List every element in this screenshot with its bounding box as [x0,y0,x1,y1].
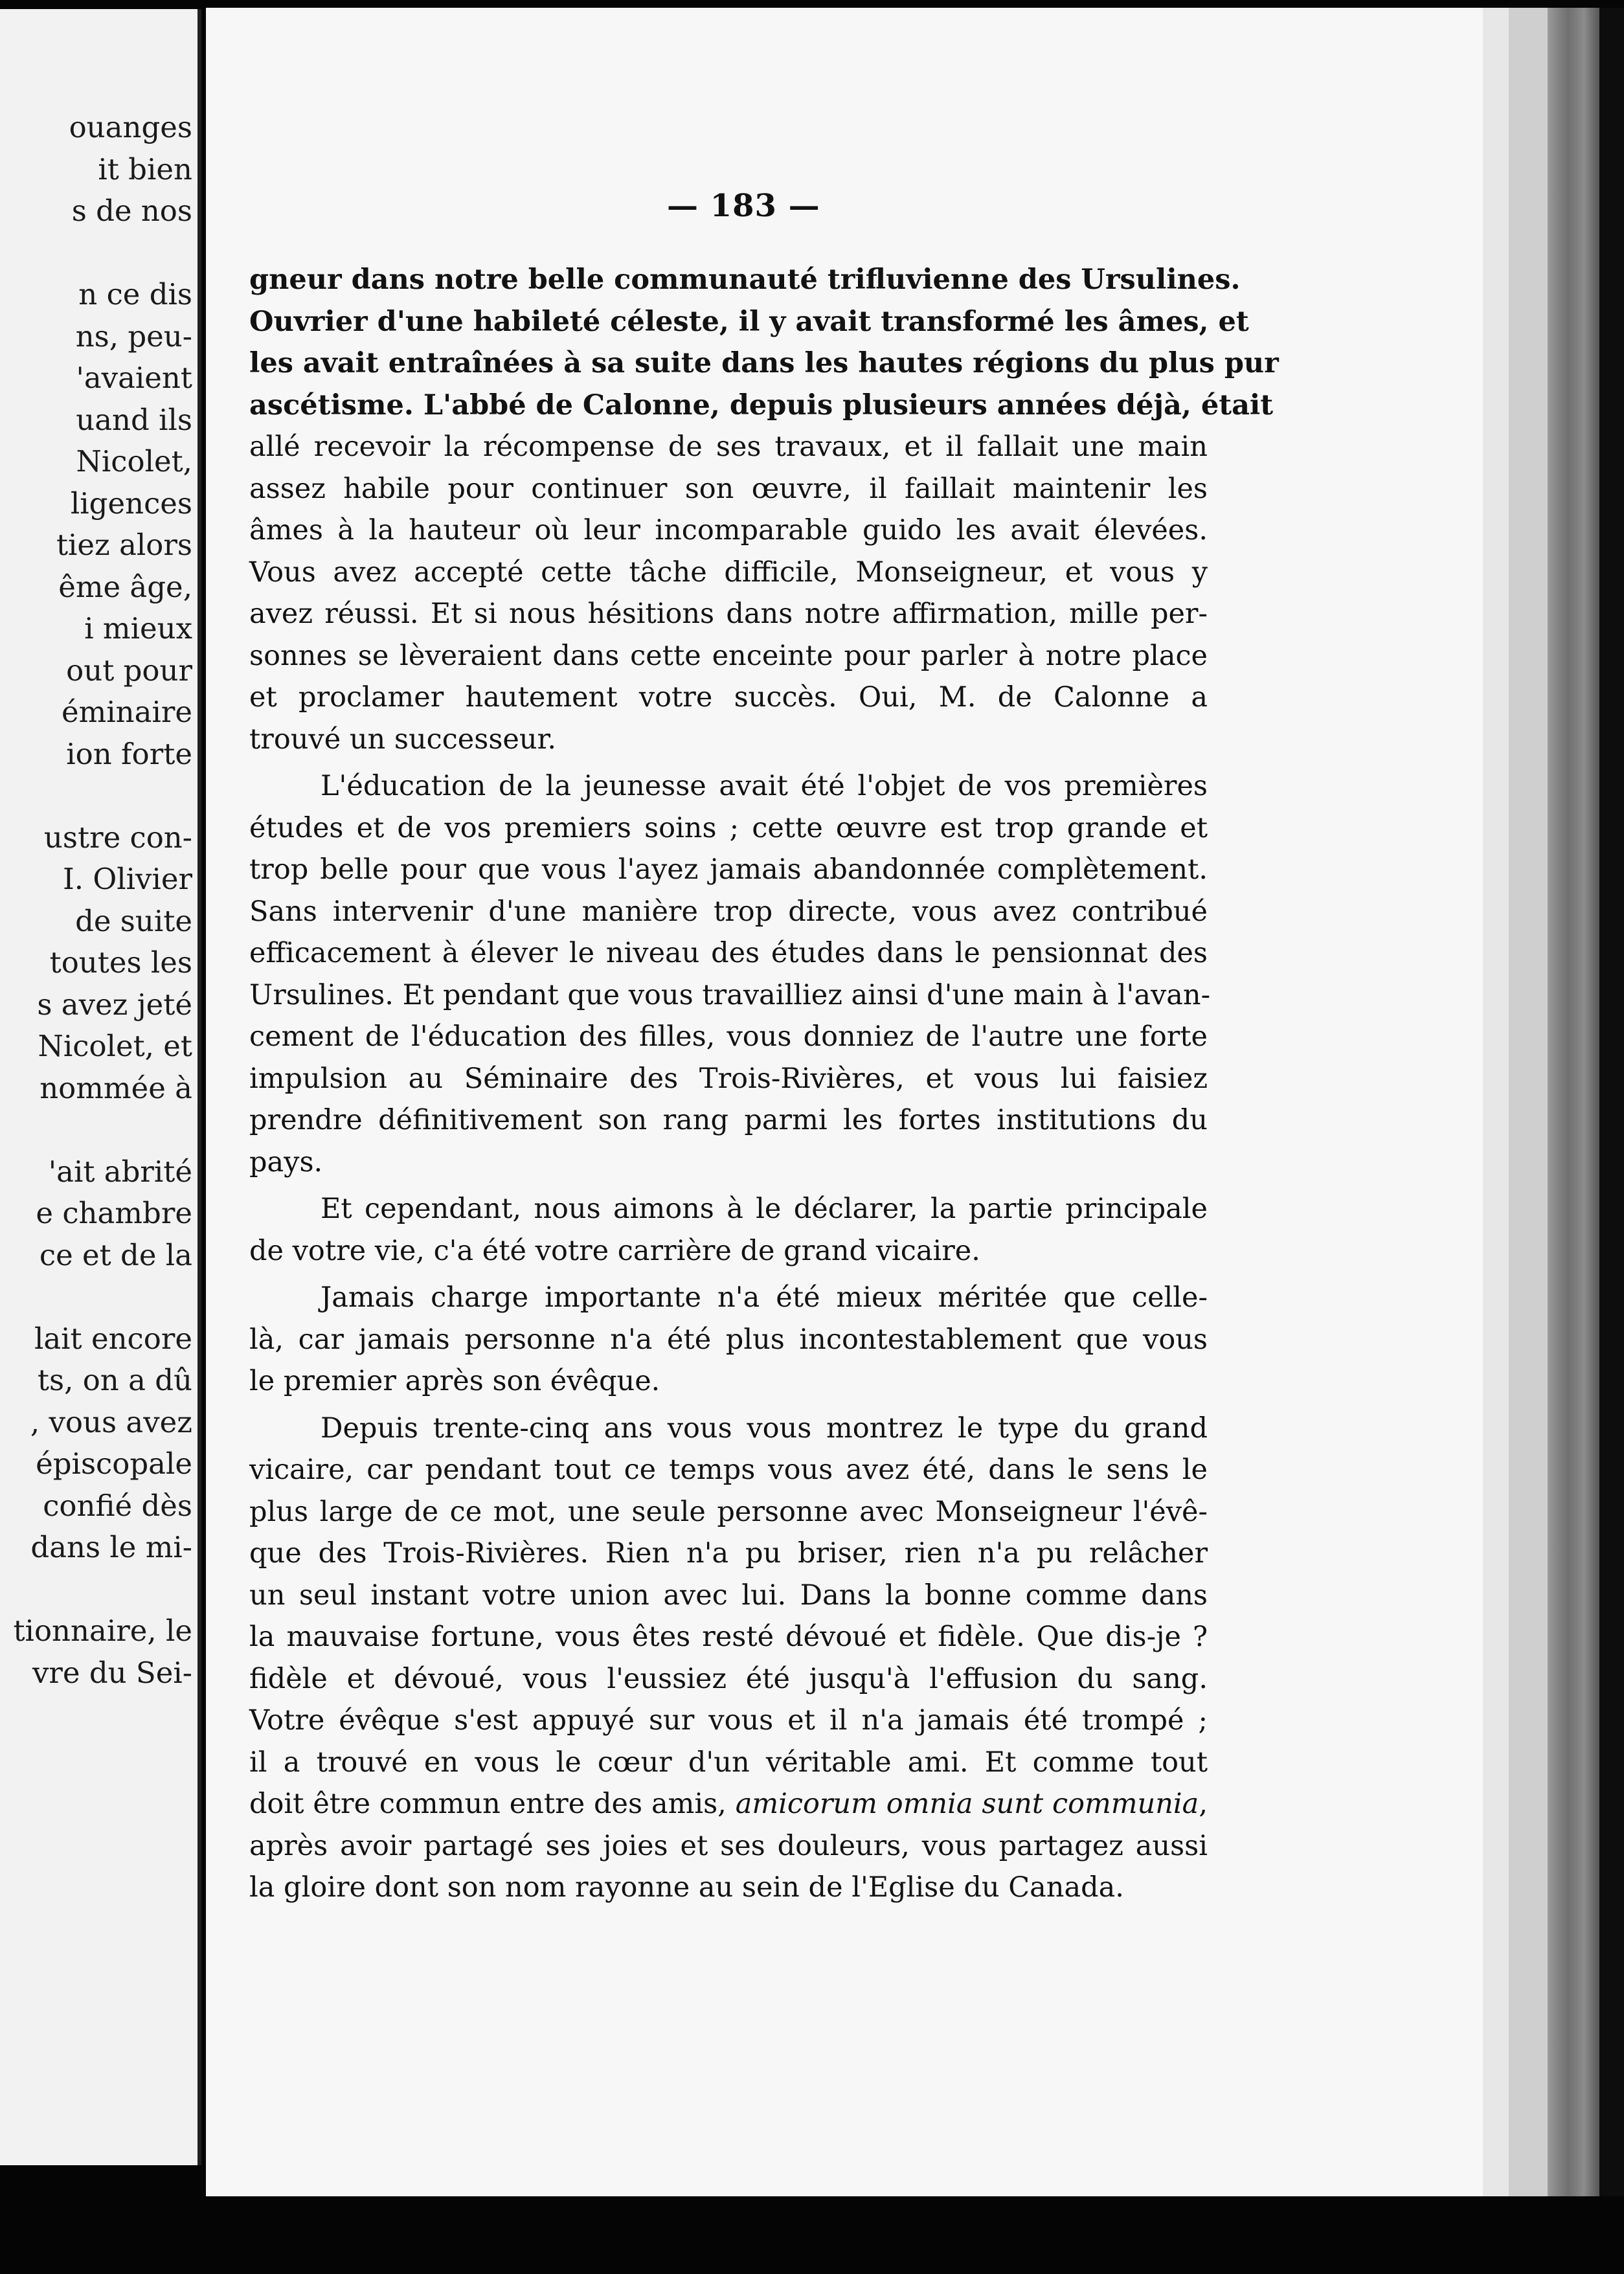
page-edge-shade [1483,8,1509,2196]
text-line: la gloire dont son nom rayonne au sein de l'Eglise du Canada. [249,1871,1124,1904]
text-line: trop belle pour que vous l'ayez jamais abandonnée complètement. [249,853,1208,886]
text-line: la mauvaise fortune, vous êtes resté dévoué et fidèle. Que dis-je ? [249,1621,1208,1653]
paragraph-gap [249,760,1208,765]
left-page-line: tiez alors [56,528,192,562]
text-line: impulsion au Séminaire des Trois-Rivières, et vous lui faisiez [249,1062,1208,1095]
text-line: Jamais charge importante n'a été mieux méritée que celle- [321,1281,1208,1314]
left-page-line: lait encore [34,1321,192,1356]
body-text [249,259,1279,1914]
left-page-line: e chambre [36,1196,192,1230]
left-page-line: 'avaient [76,361,192,395]
left-page-line: s avez jeté [37,987,192,1022]
text-line: que des Trois-Rivières. Rien n'a pu briser, rien n'a pu relâcher [249,1537,1208,1570]
paragraph [249,765,1211,1183]
text-line: Vous avez accepté cette tâche difficile, Monseigneur, et vous y [249,556,1208,589]
text-line: prendre définitivement son rang parmi les fortes institutions du [249,1104,1208,1136]
text-line: là, car jamais personne n'a été plus incontestablement que vous [249,1323,1208,1356]
text-line: pays. [249,1145,323,1178]
scan-border [1599,8,1624,2196]
left-page-line: I. Olivier [62,862,192,896]
left-page-line: Nicolet, et [38,1029,192,1063]
left-page-line: épiscopale [36,1447,192,1481]
text-line: le premier après son évêque. [249,1365,660,1397]
latin-phrase: amicorum omnia sunt communia [735,1788,1199,1820]
left-page-line: Nicolet, [76,444,192,478]
text-line: Ursulines. Et pendant que vous travailliez ainsi d'une main à l'avan- [249,978,1211,1011]
text-line: âmes à la hauteur où leur incomparable guido les avait élevées. [249,514,1208,546]
left-page-line: tionnaire, le [13,1614,192,1648]
paragraph-gap [249,1272,1208,1277]
left-page-line: ion forte [66,736,192,771]
text-line: et proclamer hautement votre succès. Oui, M. de Calonne a [249,681,1208,714]
page-edge-shade [1509,8,1548,2196]
paragraph-gap [249,1183,1208,1188]
text-line: il a trouvé en vous le cœur d'un véritable ami. Et comme tout [249,1746,1208,1779]
text-line: fidèle et dévoué, vous l'eussiez été jusqu'à l'effusion du sang. [249,1662,1208,1695]
text-line: Et cependant, nous aimons à le déclarer, la partie principale [321,1193,1208,1225]
text-line: de votre vie, c'a été votre carrière de grand vicaire. [249,1234,980,1267]
text-line: un seul instant votre union avec lui. Dans la bonne comme dans [249,1579,1208,1612]
paragraph [249,1188,1208,1272]
left-page-line: ême âge, [58,569,192,604]
text-line: allé recevoir la récompense de ses travaux, et il fallait une main [249,431,1208,463]
text-line: Votre évêque s'est appuyé sur vous et il n'a jamais été trompé ; [249,1704,1208,1737]
page-stack-edge [1548,8,1599,2196]
text-line: ascétisme. L'abbé de Calonne, depuis plusieurs années déjà, était [249,388,1274,422]
text-line: trouvé un successeur. [249,723,557,756]
left-page-line: it bien [98,152,192,186]
left-page-line: ligences [70,486,192,521]
left-page-line: dans le mi- [30,1530,192,1564]
left-page-line: out pour [66,653,192,688]
text-line: cement de l'éducation des filles, vous donniez de l'autre une forte [249,1020,1208,1053]
text-line: après avoir partagé ses joies et ses douleurs, vous partagez aussi [249,1829,1208,1862]
left-page-line: vre du Sei- [32,1655,192,1690]
left-page-line: i mieux [84,611,192,646]
paragraph-gap [249,1909,1208,1914]
text-line: avez réussi. Et si nous hésitions dans notre affirmation, mille per- [249,598,1208,630]
text-line: gneur dans notre belle communauté trifluvienne des Ursulines. [249,264,1241,296]
page-number: — 183 — [667,188,820,224]
text-line: sonnes se lèveraient dans cette enceinte pour parler à notre place [249,639,1208,672]
paragraph [249,1408,1208,1909]
text-line: efficacement à élever le niveau des études dans le pensionnat des [249,937,1208,969]
text-line: L'éducation de la jeunesse avait été l'objet de vos premières [321,770,1208,802]
text-line: études et de vos premiers soins ; cette œuvre est trop grande et [249,811,1208,844]
text-line: Ouvrier d'une habileté céleste, il y avait transformé les âmes, et [249,305,1249,338]
left-page-line: toutes les [49,945,192,980]
left-page-line: de suite [75,903,192,938]
left-page-line: 'ait abrité [48,1154,192,1189]
text-line: assez habile pour continuer son œuvre, il faillait maintenir les [249,472,1208,505]
text-line: plus large de ce mot, une seule personne avec Monseigneur l'évê- [249,1495,1208,1528]
left-page-line: éminaire [61,695,192,729]
left-page-line: , vous avez [30,1404,192,1439]
left-page-fragment [0,9,201,2165]
left-page-line: ce et de la [39,1237,192,1272]
left-page-line: n ce dis [78,277,192,311]
left-page-line: confié dès [43,1488,192,1523]
paragraph-gap [249,1402,1208,1408]
paragraph [249,1277,1208,1402]
left-page-line: ts, on a dû [37,1363,192,1397]
left-page-line: ustre con- [43,820,192,855]
left-page-line: uand ils [76,402,192,437]
text-line: Sans intervenir d'une manière trop directe, vous avez contribué [249,895,1208,928]
text-line: vicaire, car pendant tout ce temps vous avez été, dans le sens le [249,1454,1208,1486]
paragraph [249,259,1279,760]
text-line: doit être commun entre des amis, amicorum omnia sunt communia, [249,1788,1208,1820]
left-page-line: s de nos [71,194,192,228]
text-line: Depuis trente-cinq ans vous vous montrez le type du grand [321,1412,1208,1445]
text-line: les avait entraînées à sa suite dans les hautes régions du plus pur [249,347,1279,379]
left-page-line: nommée à [39,1070,192,1105]
left-page-line: ns, peu- [75,319,192,354]
left-page-line: ouanges [69,110,192,144]
